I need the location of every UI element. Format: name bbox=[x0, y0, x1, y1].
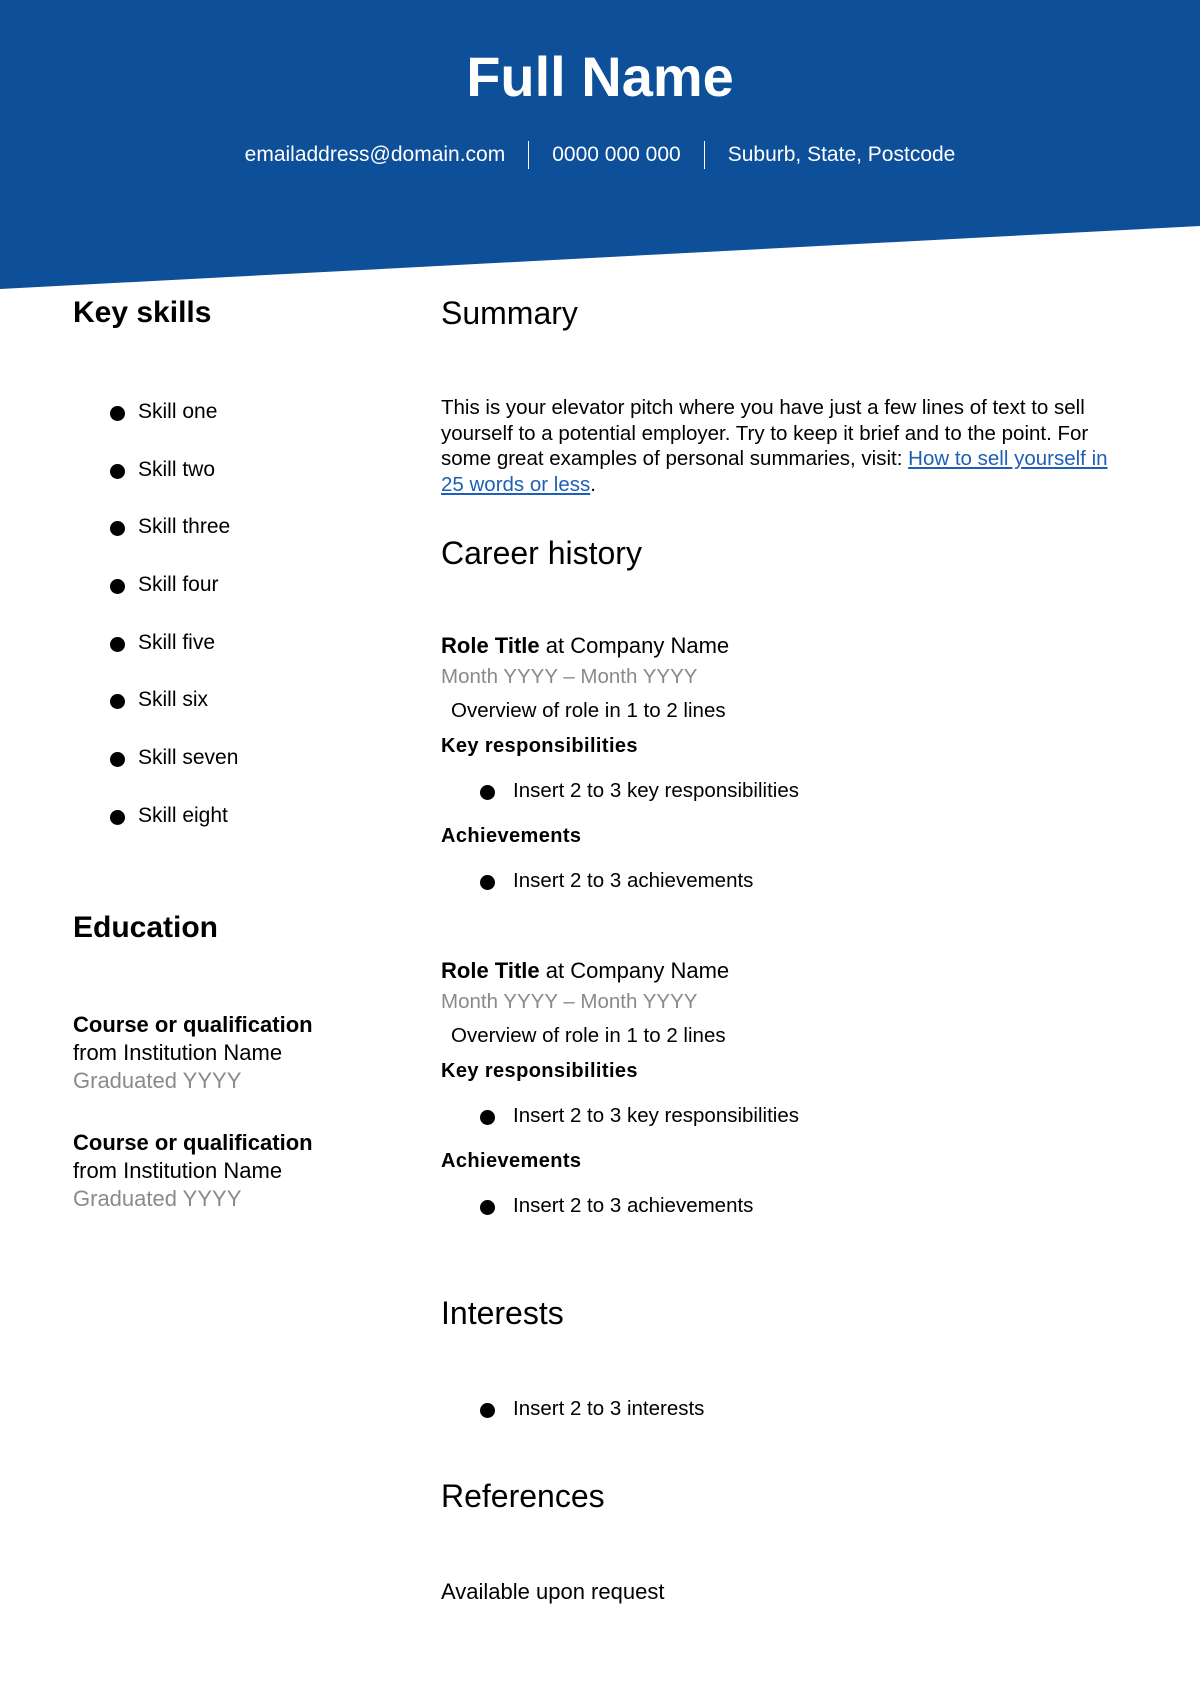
responsibilities-label: Key responsibilities bbox=[441, 1060, 638, 1082]
bullet-icon bbox=[480, 875, 495, 890]
bullet-icon bbox=[480, 785, 495, 800]
right-column bbox=[441, 293, 1131, 1604]
references-heading: References bbox=[441, 1478, 605, 1514]
list-item bbox=[110, 572, 238, 630]
course-title: Course or qualification bbox=[73, 1012, 313, 1037]
phone-number[interactable]: 0000 000 000 bbox=[552, 143, 681, 166]
bullet-icon bbox=[110, 464, 125, 479]
skills-list bbox=[110, 399, 238, 861]
education-entry bbox=[73, 1129, 313, 1213]
summary-link[interactable]: How to sell yourself in 25 words or less bbox=[441, 447, 1108, 496]
header-banner bbox=[0, 0, 1200, 300]
bullet-icon bbox=[110, 694, 125, 709]
list-item bbox=[110, 630, 238, 688]
list-item bbox=[110, 457, 238, 515]
role-overview: Overview of role in 1 to 2 lines bbox=[451, 699, 726, 722]
bullet-icon bbox=[110, 406, 125, 421]
responsibilities-label: Key responsibilities bbox=[441, 735, 638, 757]
graduation-year: Graduated YYYY bbox=[73, 1186, 242, 1211]
skill-label: Skill eight bbox=[138, 803, 228, 827]
education-entry bbox=[73, 1011, 313, 1095]
role-dates: Month YYYY – Month YYYY bbox=[441, 665, 698, 688]
location: Suburb, State, Postcode bbox=[727, 143, 956, 166]
skill-label: Skill two bbox=[138, 457, 216, 481]
course-title: Course or qualification bbox=[73, 1130, 313, 1155]
bullet-icon bbox=[110, 810, 125, 825]
bullet-icon bbox=[110, 521, 125, 536]
role-overview: Overview of role in 1 to 2 lines bbox=[451, 1024, 726, 1047]
summary-body: This is your elevator pitch where you have just a few lines of text to sell yourself to a potential employer. Try to keep it brief and to the point. For some great examples of personal summaries, visit: bbox=[441, 396, 1089, 470]
list-item bbox=[110, 399, 238, 457]
achievement-text: Insert 2 to 3 achievements bbox=[513, 1194, 754, 1217]
list-item bbox=[110, 514, 238, 572]
contact-divider bbox=[528, 141, 529, 169]
achievements-label: Achievements bbox=[441, 825, 582, 847]
full-name: Full Name bbox=[466, 45, 734, 108]
list-item bbox=[480, 868, 1131, 894]
skill-label: Skill one bbox=[138, 400, 218, 423]
responsibility-text: Insert 2 to 3 key responsibilities bbox=[513, 1104, 799, 1127]
company-name: at Company Name bbox=[539, 958, 730, 983]
list-item bbox=[110, 745, 238, 803]
role-dates: Month YYYY – Month YYYY bbox=[441, 990, 698, 1013]
list-item bbox=[480, 1396, 704, 1422]
achievements-label: Achievements bbox=[441, 1150, 582, 1172]
bullet-icon bbox=[110, 579, 125, 594]
skill-label: Skill seven bbox=[138, 746, 239, 770]
key-skills-heading: Key skills bbox=[73, 296, 212, 329]
bullet-icon bbox=[480, 1200, 495, 1215]
career-entry bbox=[441, 957, 1131, 1219]
bullet-icon bbox=[110, 752, 125, 767]
list-item bbox=[480, 1103, 1131, 1129]
summary-heading: Summary bbox=[441, 295, 578, 331]
achievement-text: Insert 2 to 3 achievements bbox=[513, 869, 754, 892]
bullet-icon bbox=[110, 637, 125, 652]
institution-name: from Institution Name bbox=[73, 1158, 283, 1183]
graduation-year: Graduated YYYY bbox=[73, 1068, 242, 1093]
role-line bbox=[441, 957, 1131, 985]
references-text: Available upon request bbox=[441, 1579, 665, 1604]
contact-line bbox=[0, 141, 1200, 169]
role-line bbox=[441, 632, 1131, 660]
list-item bbox=[480, 1193, 1131, 1219]
role-title: Role Title bbox=[441, 633, 540, 658]
list-item bbox=[110, 803, 238, 861]
interests-heading: Interests bbox=[441, 1295, 564, 1331]
summary-end: . bbox=[590, 472, 596, 496]
skill-label: Skill three bbox=[138, 515, 231, 539]
left-column bbox=[73, 293, 373, 1211]
interest-text: Insert 2 to 3 interests bbox=[513, 1397, 705, 1420]
company-name: at Company Name bbox=[539, 633, 730, 658]
responsibility-text: Insert 2 to 3 key responsibilities bbox=[513, 779, 799, 802]
skill-label: Skill five bbox=[138, 630, 216, 654]
summary-text bbox=[441, 395, 1131, 497]
skill-label: Skill six bbox=[138, 688, 209, 712]
skill-label: Skill four bbox=[138, 573, 219, 597]
education-heading: Education bbox=[73, 911, 219, 944]
bullet-icon bbox=[480, 1403, 495, 1418]
list-item bbox=[110, 687, 238, 745]
email-address[interactable]: emailaddress@domain.com bbox=[244, 143, 506, 166]
list-item bbox=[480, 778, 1131, 804]
role-title: Role Title bbox=[441, 958, 540, 983]
career-history-heading: Career history bbox=[441, 535, 642, 571]
institution-name: from Institution Name bbox=[73, 1040, 283, 1065]
bullet-icon bbox=[480, 1110, 495, 1125]
contact-divider bbox=[704, 141, 705, 169]
career-entry bbox=[441, 632, 1131, 894]
